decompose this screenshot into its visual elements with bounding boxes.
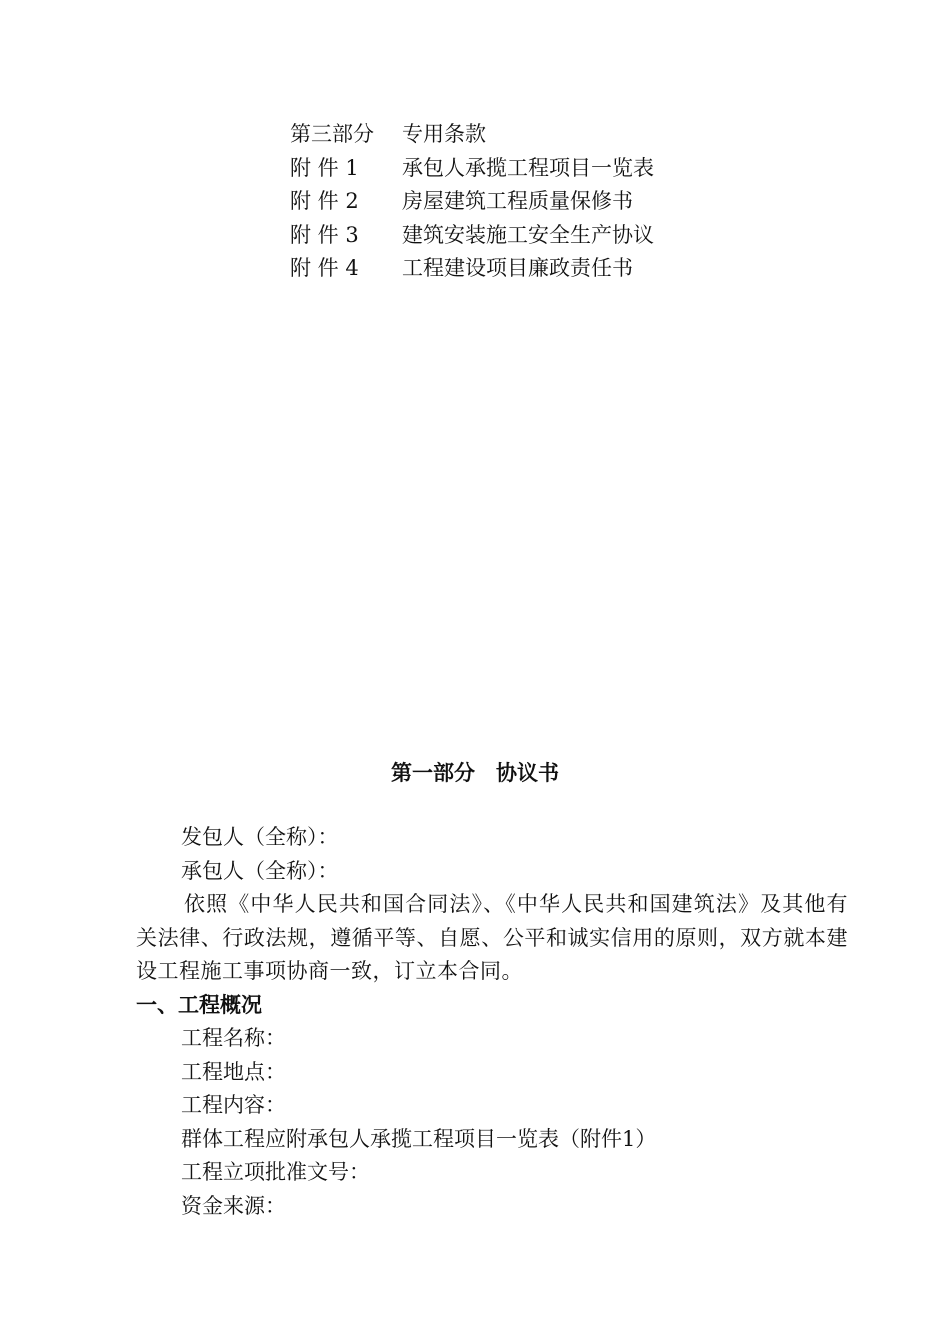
overview-item-funding-source: 资金来源： xyxy=(181,1193,286,1218)
section-title: 第一部分 协议书 xyxy=(391,761,559,785)
toc-item-text: 房屋建筑工程质量保修书 xyxy=(402,189,633,213)
toc-item xyxy=(290,118,654,152)
table-of-contents xyxy=(290,118,654,286)
toc-item xyxy=(290,252,654,286)
agreement-body xyxy=(136,821,848,1223)
overview-heading: 一、工程概况 xyxy=(136,992,262,1017)
toc-item-text: 建筑安装施工安全生产协议 xyxy=(402,222,654,247)
toc-item-label: 附 件 1 xyxy=(290,155,359,180)
overview-item-project-content: 工程内容： xyxy=(181,1093,286,1117)
toc-item xyxy=(290,152,654,186)
contractor-line: 承包人（全称）： xyxy=(181,858,339,883)
employer-line: 发包人（全称）： xyxy=(181,825,339,849)
toc-item-text: 承包人承揽工程项目一览表 xyxy=(402,155,654,180)
overview-item-approval-number: 工程立项批准文号： xyxy=(181,1160,370,1184)
preamble-paragraph: 依照《中华人民共和国合同法》、《中华人民共和国建筑法》及其他有关法律、行政法规，遵循平等、自愿、公平和诚实信用的原则，双方就本建设工程施工事项协商一致，订立本合同。 xyxy=(136,892,848,983)
toc-item xyxy=(290,185,654,219)
toc-item-label: 附 件 4 xyxy=(290,256,359,280)
toc-item-label: 附 件 3 xyxy=(290,222,359,247)
overview-item-project-location: 工程地点： xyxy=(181,1059,286,1084)
overview-item-group-project-note: 群体工程应附承包人承揽工程项目一览表（附件1） xyxy=(181,1126,657,1151)
toc-item-label: 附 件 2 xyxy=(290,189,359,213)
toc-item-text: 工程建设项目廉政责任书 xyxy=(402,256,633,280)
toc-item-text: 专用条款 xyxy=(402,122,486,146)
overview-item-project-name: 工程名称： xyxy=(181,1026,286,1050)
toc-item xyxy=(290,219,654,253)
toc-item-label: 第三部分 xyxy=(290,122,374,146)
